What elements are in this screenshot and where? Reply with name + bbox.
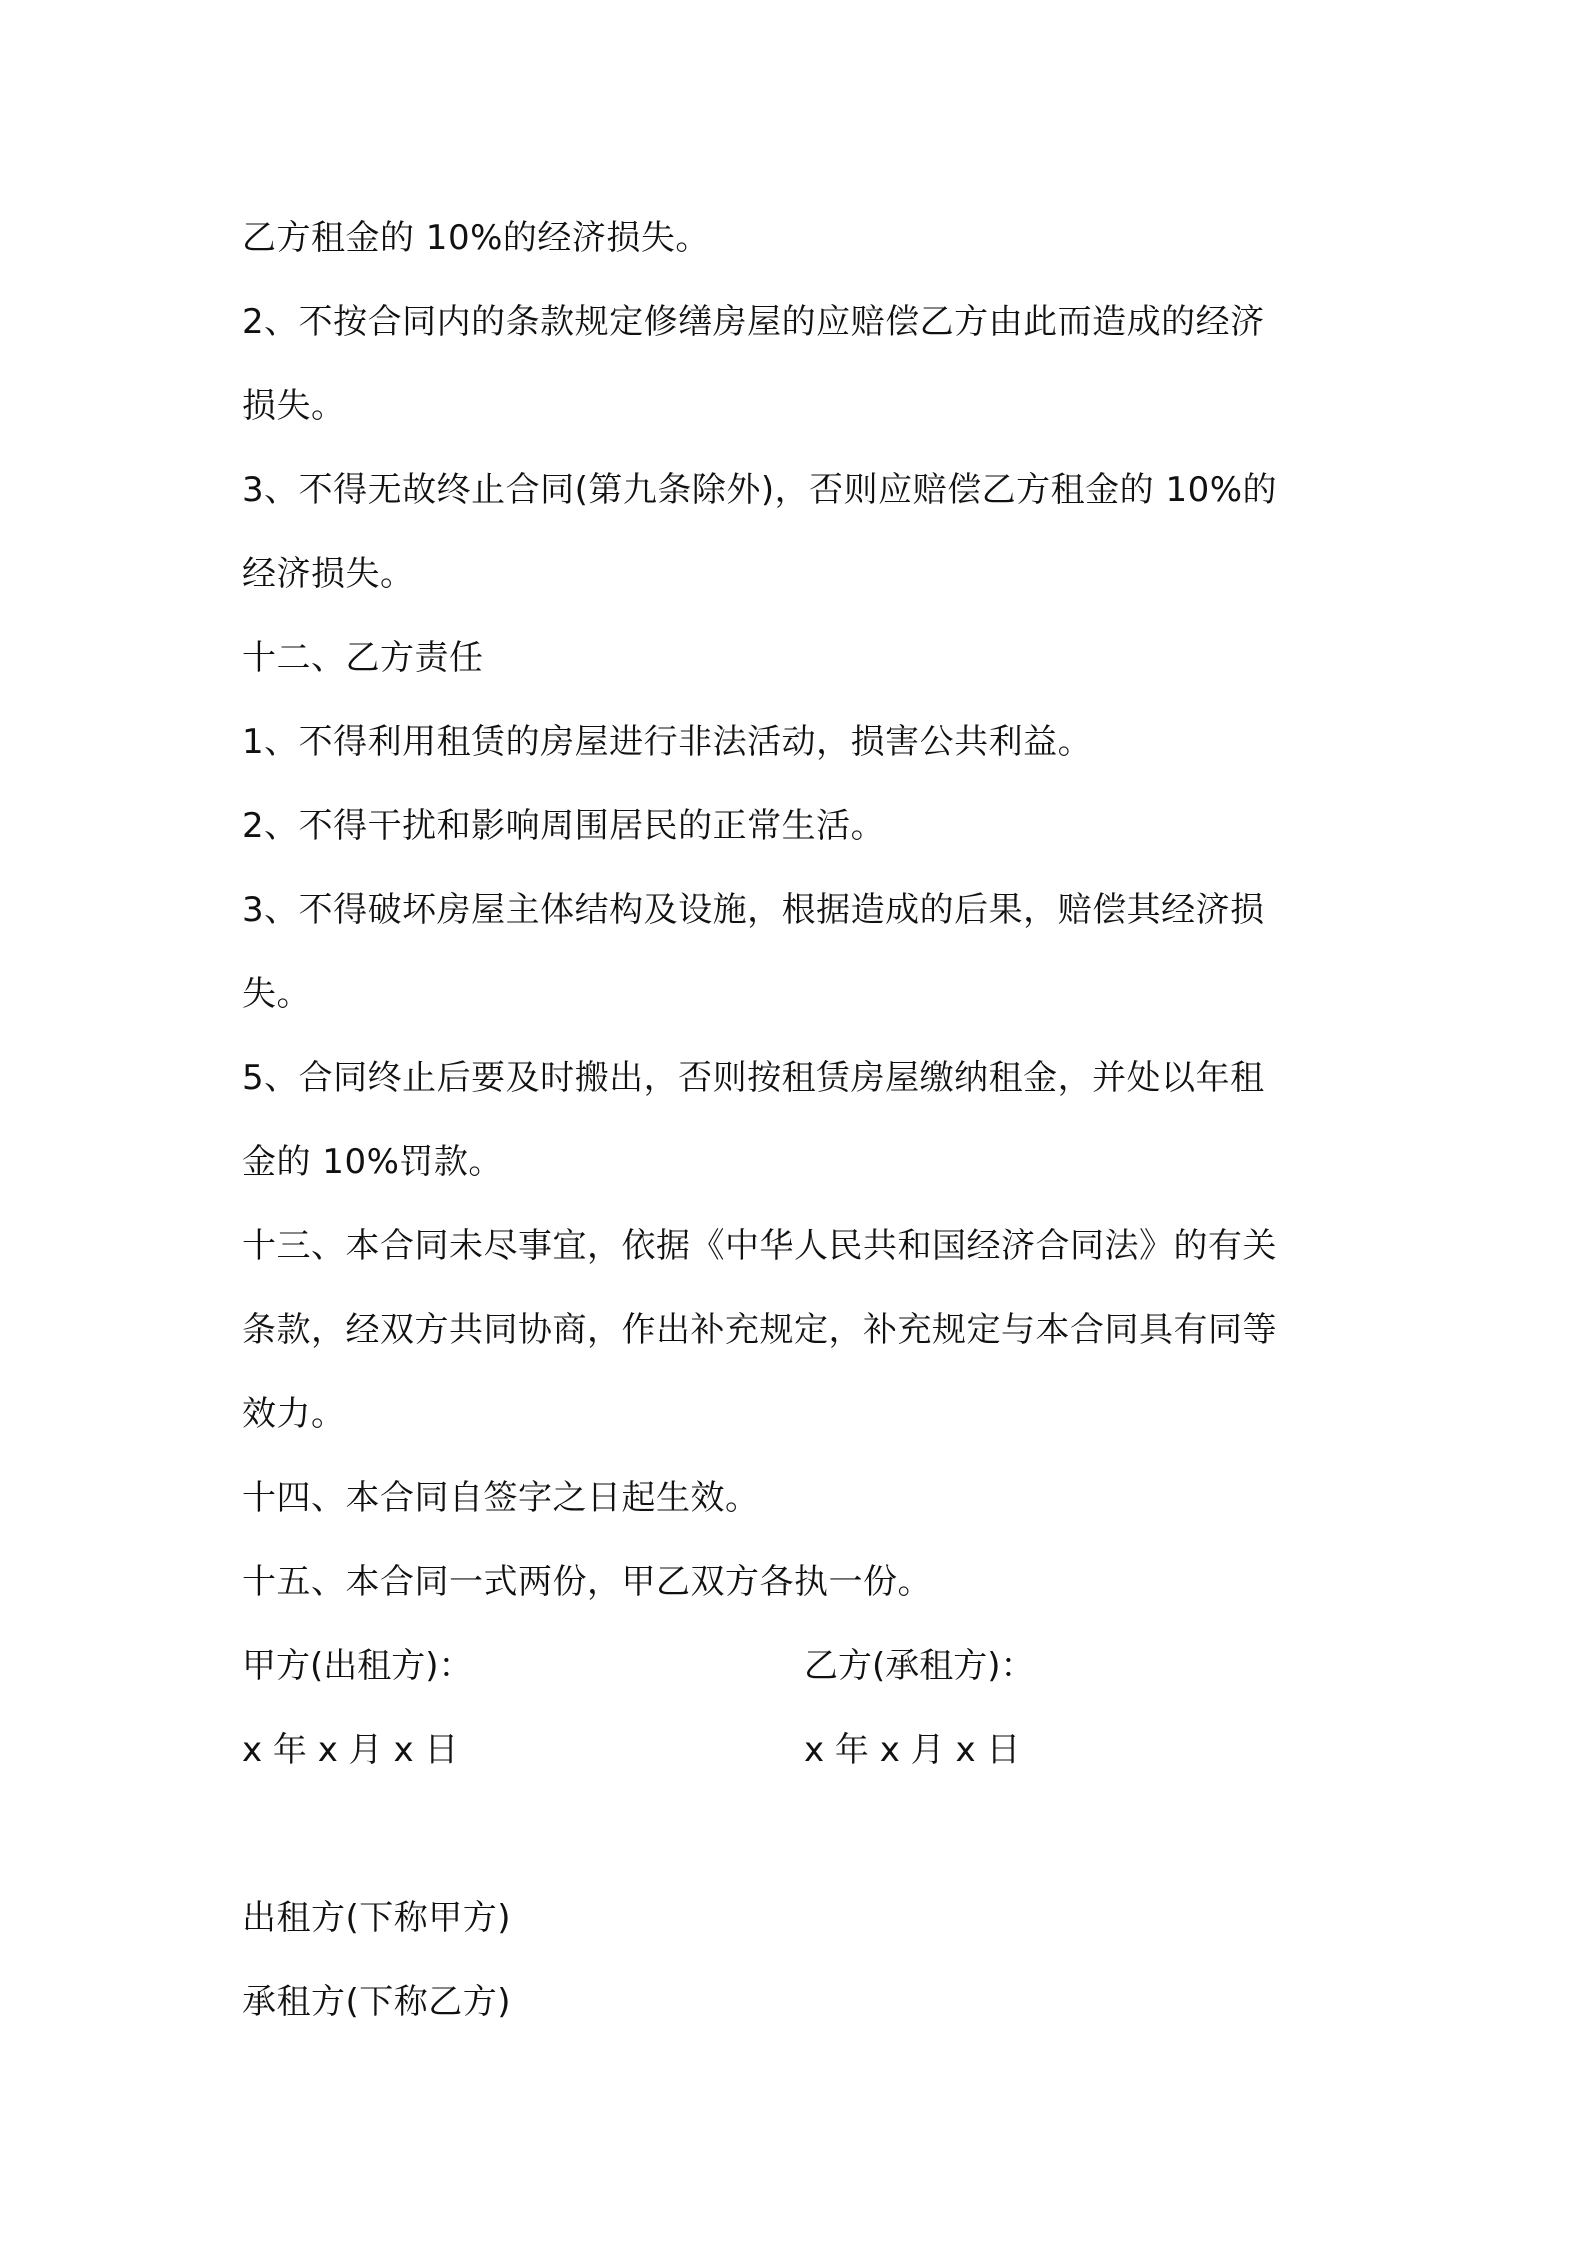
party-b-label: 乙方(承租方)： — [804, 1646, 1035, 1686]
party-b-date: x 年 x 月 x 日 — [804, 1730, 1021, 1770]
text-line: 乙方租金的 10%的经济损失。 — [242, 218, 710, 258]
footer-line: 出租方(下称甲方) — [242, 1898, 512, 1938]
blank-spacer — [242, 1792, 1362, 1876]
text-line: 2、不按合同内的条款规定修缮房屋的应赔偿乙方由此而造成的经济 — [242, 302, 1265, 342]
text-line: 十四、本合同自签字之日起生效。 — [242, 1478, 760, 1518]
text-line: 条款，经双方共同协商，作出补充规定，补充规定与本合同具有同等 — [242, 1310, 1277, 1350]
text-line: 金的 10%罚款。 — [242, 1142, 503, 1182]
signature-labels-row — [242, 1624, 1362, 1708]
text-line: 十五、本合同一式两份，甲乙双方各执一份。 — [242, 1562, 932, 1602]
party-a-date: x 年 x 月 x 日 — [242, 1730, 459, 1770]
party-a-label: 甲方(出租方)： — [242, 1646, 473, 1686]
text-line: 2、不得干扰和影响周围居民的正常生活。 — [242, 806, 886, 846]
footer-line: 承租方(下称乙方) — [242, 1982, 512, 2022]
signature-dates-row — [242, 1708, 1362, 1792]
text-line: 1、不得利用租赁的房屋进行非法活动，损害公共利益。 — [242, 722, 1093, 762]
text-line: 经济损失。 — [242, 554, 415, 594]
text-line: 效力。 — [242, 1394, 346, 1434]
text-line: 十三、本合同未尽事宜，依据《中华人民共和国经济合同法》的有关 — [242, 1226, 1277, 1266]
text-line: 3、不得破坏房屋主体结构及设施，根据造成的后果，赔偿其经济损 — [242, 890, 1265, 930]
text-line: 损失。 — [242, 386, 346, 426]
section-heading: 十二、乙方责任 — [242, 638, 484, 678]
text-line: 3、不得无故终止合同(第九条除外)，否则应赔偿乙方租金的 10%的 — [242, 470, 1278, 510]
text-line: 5、合同终止后要及时搬出，否则按租赁房屋缴纳租金，并处以年租 — [242, 1058, 1265, 1098]
text-line: 失。 — [242, 974, 311, 1014]
document-body — [242, 196, 1362, 2044]
